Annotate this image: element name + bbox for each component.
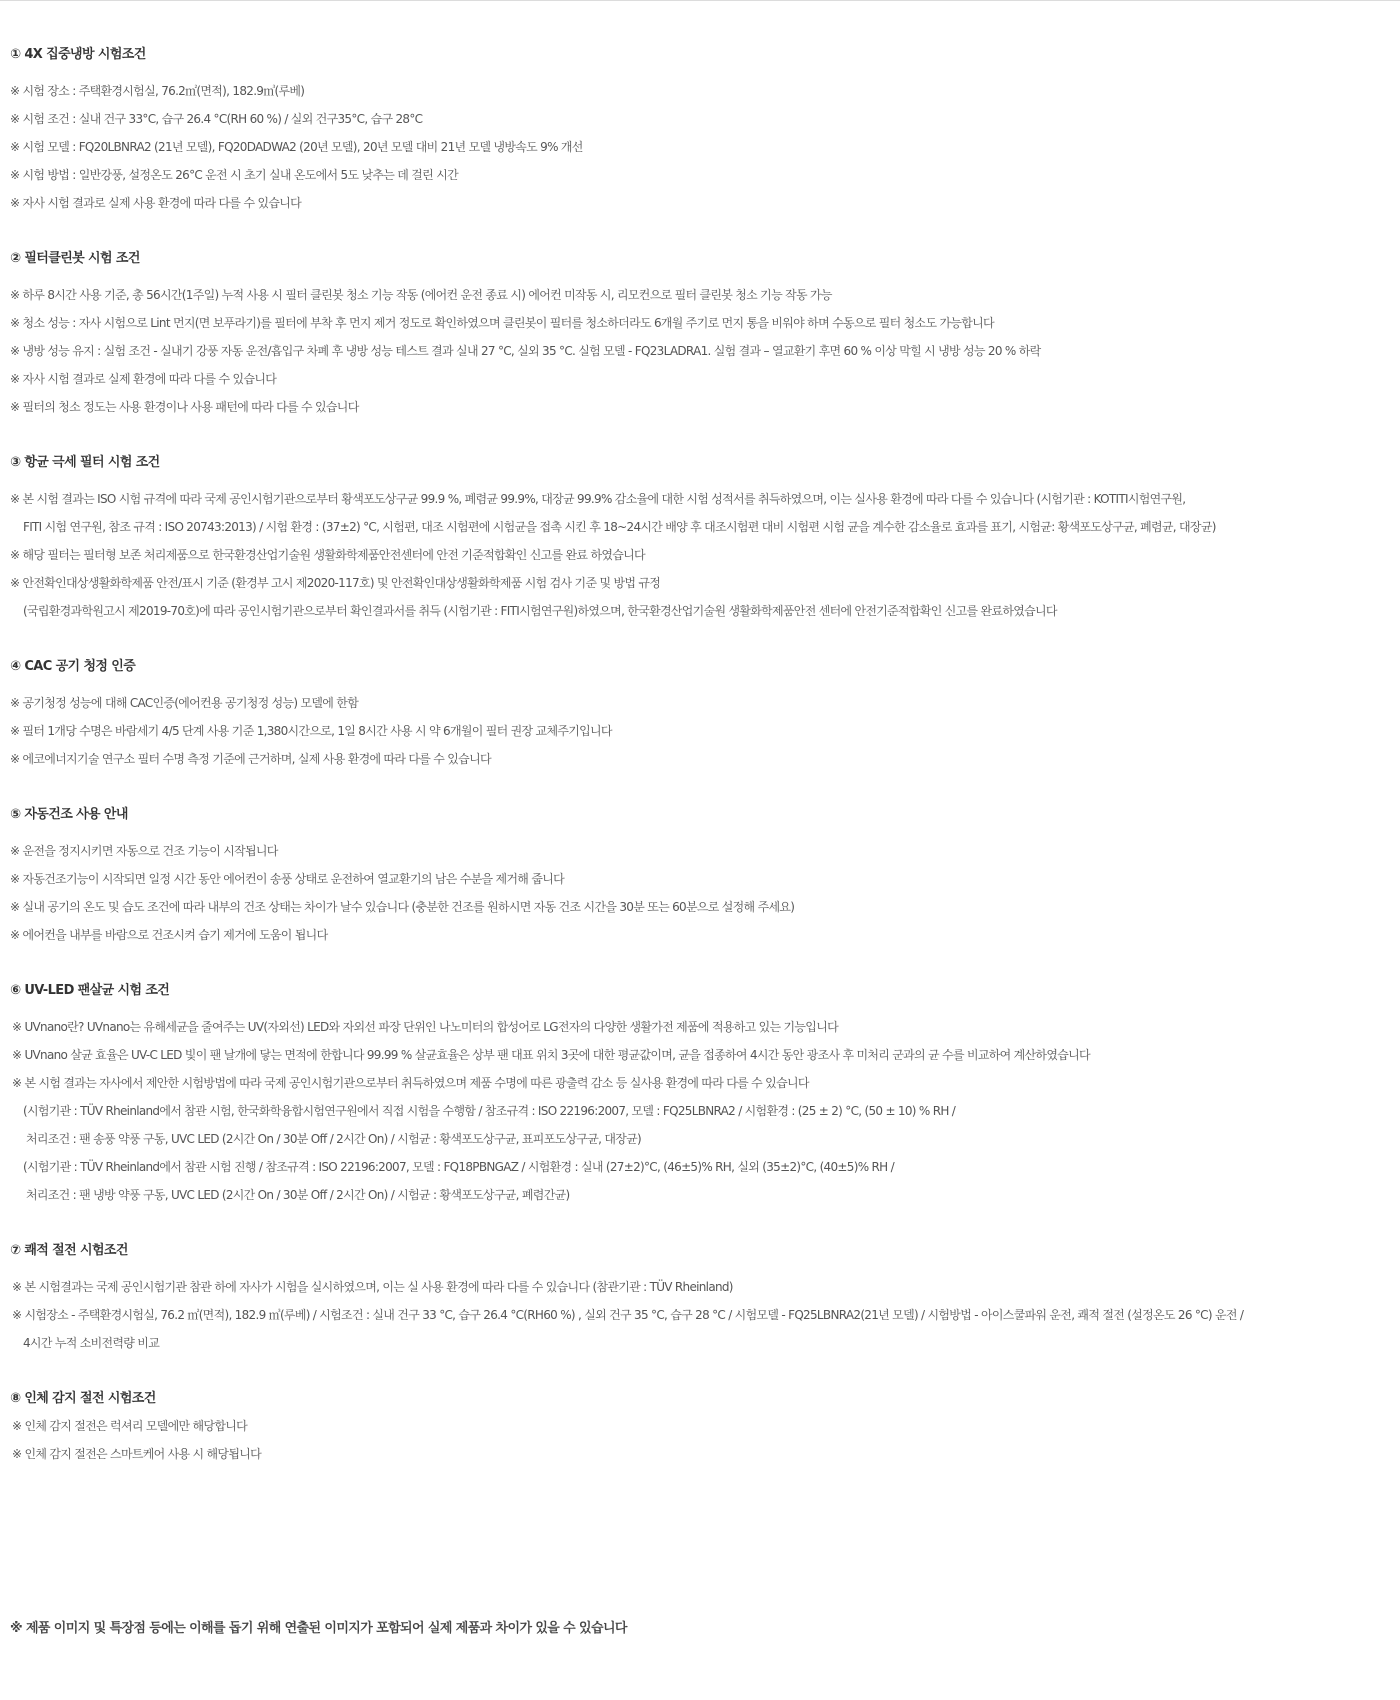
note-line: ※ 청소 성능 : 자사 시험으로 Lint 먼지(면 보푸라기)를 필터에 부착 후 먼지 제거 정도로 확인하였으며 클린봇이 필터를 청소하더라도 6개월 주기로 먼지 통을 비워야 하며 수동으로 필터 청소도 가능합니다 [10,316,994,330]
section-4x-cooling [10,46,1390,217]
note-line: ※ 안전확인대상생활화학제품 안전/표시 기준 (환경부 고시 제2020-117호) 및 안전확인대상생활화학제품 시험 검사 기준 및 방법 규정 [10,576,661,590]
section-title: ③ 항균 극세 필터 시험 조건 [10,455,160,470]
note-line: ※ UVnano 살균 효율은 UV-C LED 빛이 팬 날개에 닿는 면적에 한합니다 99.99 % 살균효율은 상부 팬 대표 위치 3곳에 대한 평균값이며, 균을 접종하여 4시간 동안 광조사 후 미처리 군과의 균 수를 비교하여 계산하였습니다 [12,1048,1090,1062]
note-line: ※ 시험 조건 : 실내 건구 33°C, 습구 26.4 °C(RH 60 %) / 실외 건구35°C, 습구 28°C [10,112,423,126]
note-line: ※ 필터 1개당 수명은 바람세기 4/5 단계 사용 기준 1,380시간으로, 1일 8시간 사용 시 약 6개월이 필터 권장 교체주기입니다 [10,724,612,738]
note-line: ※ 공기청정 성능에 대해 CAC인증(에어컨용 공기청정 성능) 모델에 한함 [10,696,359,710]
section-title: ⑧ 인체 감지 절전 시험조건 [10,1391,156,1406]
section-auto-dry [10,806,1390,949]
section-title: ① 4X 집중냉방 시험조건 [10,47,146,62]
test-conditions-document [10,46,1390,1501]
note-line: ※ 인체 감지 절전은 스마트케어 사용 시 해당됩니다 [12,1447,261,1461]
note-line: ※ 자사 시험 결과로 실제 환경에 따라 다를 수 있습니다 [10,372,277,386]
note-line: ※ 실내 공기의 온도 및 습도 조건에 따라 내부의 건조 상태는 차이가 날수 있습니다 (충분한 건조를 원하시면 자동 건조 시간을 30분 또는 60분으로 설정해 주세요) [10,900,795,914]
note-line: ※ UVnano란? UVnano는 유해세균을 줄여주는 UV(자외선) LED와 자외선 파장 단위인 나노미터의 합성어로 LG전자의 다양한 생활가전 제품에 적용하고 있는 기능입니다 [12,1020,838,1034]
note-line-continued: 처리조건 : 팬 송풍 약풍 구동, UVC LED (2시간 On / 30분 Off / 2시간 On) / 시험균 : 황색포도상구균, 표피포도상구균, 대장균) [26,1132,642,1146]
note-line: ※ 운전을 정지시키면 자동으로 건조 기능이 시작됩니다 [10,844,278,858]
section-human-detection [10,1390,1390,1468]
section-filter-cleanbot [10,250,1390,421]
note-line: ※ 본 시험 결과는 자사에서 제안한 시험방법에 따라 국제 공인시험기관으로부터 취득하였으며 제품 수명에 따른 광출력 감소 등 실사용 환경에 따라 다를 수 있습니다 [12,1076,809,1090]
footer-disclaimer: ※ 제품 이미지 및 특장점 등에는 이해를 돕기 위해 연출된 이미지가 포함되어 실제 제품과 차이가 있을 수 있습니다 [10,1621,627,1636]
note-line: ※ 자사 시험 결과로 실제 사용 환경에 따라 다를 수 있습니다 [10,196,302,210]
section-comfort-power-saving [10,1242,1390,1357]
section-title: ⑦ 쾌적 절전 시험조건 [10,1243,128,1258]
section-cac-certification [10,658,1390,773]
note-line-continued: FITI 시험 연구원, 참조 규격 : ISO 20743:2013) / 시험 환경 : (37±2) °C, 시험편, 대조 시험편에 시험균을 접촉 시킨 후 18~24시간 배양 후 대조시험편 대비 시험편 시험 균을 계수한 감소율로 효과를 표기, 시험균: 황색포도상구균, 폐렴균, 대장균) [23,520,1216,534]
note-line-continued: 처리조건 : 팬 냉방 약풍 구동, UVC LED (2시간 On / 30분 Off / 2시간 On) / 시험균 : 황색포도상구균, 폐렴간균) [26,1188,570,1202]
note-line: ※ 자동건조기능이 시작되면 일정 시간 동안 에어컨이 송풍 상태로 운전하여 열교환기의 남은 수분을 제거해 줍니다 [10,872,564,886]
note-line: ※ 시험 모델 : FQ20LBNRA2 (21년 모델), FQ20DADWA2 (20년 모델), 20년 모델 대비 21년 모델 냉방속도 9% 개선 [10,140,583,154]
top-divider [0,0,1400,1]
note-line: ※ 시험 장소 : 주택환경시험실, 76.2㎡(면적), 182.9㎥(루베) [10,84,305,98]
note-line: ※ 해당 필터는 필터형 보존 처리제품으로 한국환경산업기술원 생활화학제품안전센터에 안전 기준적합확인 신고를 완료 하였습니다 [10,548,645,562]
note-line: ※ 인체 감지 절전은 럭셔리 모델에만 해당합니다 [12,1419,247,1433]
note-line: ※ 하루 8시간 사용 기준, 총 56시간(1주일) 누적 사용 시 필터 클린봇 청소 기능 작동 (에어컨 운전 종료 시) 에어컨 미작동 시, 리모컨으로 필터 클린봇 청소 기능 작동 가능 [10,288,832,302]
section-title: ② 필터클린봇 시험 조건 [10,251,140,266]
note-line: ※ 본 시험 결과는 ISO 시험 규격에 따라 국제 공인시험기관으로부터 황색포도상구균 99.9 %, 폐렴균 99.9%, 대장균 99.9% 감소율에 대한 시험 성적서를 취득하였으며, 이는 실사용 환경에 따라 다를 수 있습니다 (시험기관 : KOTITI시험연구원, [10,492,1186,506]
section-title: ⑥ UV-LED 팬살균 시험 조건 [10,983,170,998]
section-antibacterial-filter [10,454,1390,625]
note-line: ※ 본 시험결과는 국제 공인시험기관 참관 하에 자사가 시험을 실시하였으며, 이는 실 사용 환경에 따라 다를 수 있습니다 (참관기관 : TÜV Rheinland) [12,1280,733,1294]
note-line-continued: (국립환경과학원고시 제2019-70호)에 따라 공인시험기관으로부터 확인결과서를 취득 (시험기관 : FITI시험연구원)하였으며, 한국환경산업기술원 생활화학제품안전 센터에 안전기준적합확인 신고를 완료하였습니다 [23,604,1057,618]
section-title: ④ CAC 공기 청정 인증 [10,659,136,674]
section-uv-led-fan [10,982,1390,1209]
note-line: ※ 시험장소 - 주택환경시험실, 76.2 ㎡(면적), 182.9 ㎥(루베) / 시험조건 : 실내 건구 33 °C, 습구 26.4 °C(RH60 %) , 실외 건구 35 °C, 습구 28 °C / 시험모델 - FQ25LBNRA2(21년 모델) / 시험방법 - 아이스쿨파워 운전, 쾌적 절전 (설정온도 26 °C) 운전 / [12,1308,1244,1322]
note-line: ※ 필터의 청소 정도는 사용 환경이나 사용 패턴에 따라 다를 수 있습니다 [10,400,359,414]
note-line: ※ 시험 방법 : 일반강풍, 설정온도 26°C 운전 시 초기 실내 온도에서 5도 낮추는 데 걸린 시간 [10,168,458,182]
note-line-continued: (시험기관 : TÜV Rheinland에서 참관 시험 진행 / 참조규격 : ISO 22196:2007, 모델 : FQ18PBNGAZ / 시험환경 : 실내 (27±2)°C, (46±5)% RH, 실외 (35±2)°C, (40±5)% RH / [23,1160,894,1174]
note-line-continued: (시험기관 : TÜV Rheinland에서 참관 시험, 한국화학융합시험연구원에서 직접 시험을 수행함 / 참조규격 : ISO 22196:2007, 모델 : FQ25LBNRA2 / 시험환경 : (25 ± 2) °C, (50 ± 10) % RH / [23,1104,956,1118]
section-title: ⑤ 자동건조 사용 안내 [10,807,128,822]
note-line: ※ 에어컨을 내부를 바람으로 건조시켜 습기 제거에 도움이 됩니다 [10,928,328,942]
note-line: ※ 냉방 성능 유지 : 실험 조건 - 실내기 강풍 자동 운전/흡입구 차폐 후 냉방 성능 테스트 결과 실내 27 °C, 실외 35 °C. 실험 모델 - FQ23LADRA1. 실험 결과 – 열교환기 후면 60 % 이상 막힐 시 냉방 성능 20 % 하락 [10,344,1041,358]
note-line: ※ 에코에너지기술 연구소 필터 수명 측정 기준에 근거하며, 실제 사용 환경에 따라 다를 수 있습니다 [10,752,491,766]
note-line-continued: 4시간 누적 소비전력량 비교 [23,1336,160,1350]
